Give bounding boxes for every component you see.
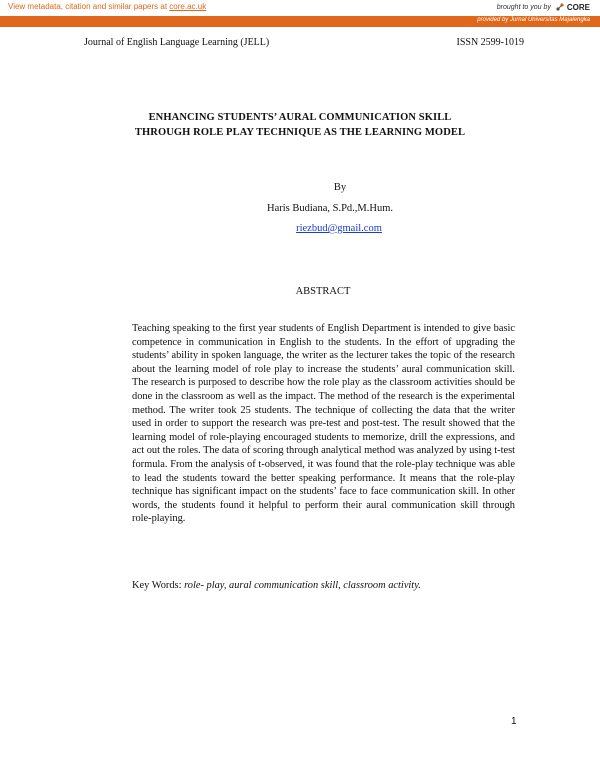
keywords-terms: role- play, aural communication skill, classroom activity. [184, 580, 421, 591]
core-link[interactable]: core.ac.uk [169, 2, 207, 11]
core-banner [0, 0, 600, 16]
by-label: By [333, 182, 347, 193]
abstract-body: Teaching speaking to the first year students of English Department is intended to give basic competence in communication in English to the students. In the effort of upgrading the students’ ability in spoken language, the writer as the lecturer takes the topic of the research about the learning model of role play to increase the students’ aural communication skill. The research is purposed to describe how the role play as the classroom activities should be done in the classroom as well as the impact. The method of the research is the experimental method. The writer took 25 students. The technique of collecting the data that the writer used in order to support the research was pre-test and post-test. The result showed that the learning model of role-playing encouraged students to memorize, drill the expressions, and act out the roles. The data of scoring through analytical method was analyzed by using t-test formula. From the analysis of t-observed, it was found that the role-play technique was able to lead the students toward the better speaking performance. It means that the role-play technique has significant impact on the students’ face to face communication skill. In other words, the students found it helpful to perform their aural communication skill through role-playing. [132, 323, 515, 525]
page-number: 1 [511, 716, 517, 727]
core-provider-bar [0, 16, 600, 27]
author-email [0, 223, 600, 234]
keywords [132, 580, 532, 591]
core-logo-icon [555, 2, 565, 12]
keywords-label: Key Words: [132, 580, 182, 591]
provider-text: provided by Jurnal Universitas Majalengka [477, 17, 590, 23]
core-metadata-text [8, 2, 206, 11]
author-name: Haris Budiana, S.Pd.,M.Hum. [267, 203, 393, 214]
core-logo-text: CORE [566, 2, 590, 12]
email-link[interactable]: riezbud@gmail.com [296, 223, 382, 234]
running-header [84, 37, 524, 48]
core-logo[interactable] [555, 2, 590, 12]
core-metadata-label: View metadata, citation and similar papers at [8, 2, 168, 11]
paper-title [90, 110, 510, 140]
title-line-2: THROUGH ROLE PLAY TECHNIQUE AS THE LEARNING MODEL [134, 127, 466, 138]
brought-by-text: brought to you by [496, 3, 551, 11]
core-brought-by [497, 2, 590, 12]
title-line-1: ENHANCING STUDENTS’ AURAL COMMUNICATION SKILL [148, 112, 452, 123]
abstract-heading: ABSTRACT [295, 286, 351, 297]
journal-name: Journal of English Language Learning (JELL) [84, 37, 270, 48]
issn: ISSN 2599-1019 [456, 37, 524, 48]
